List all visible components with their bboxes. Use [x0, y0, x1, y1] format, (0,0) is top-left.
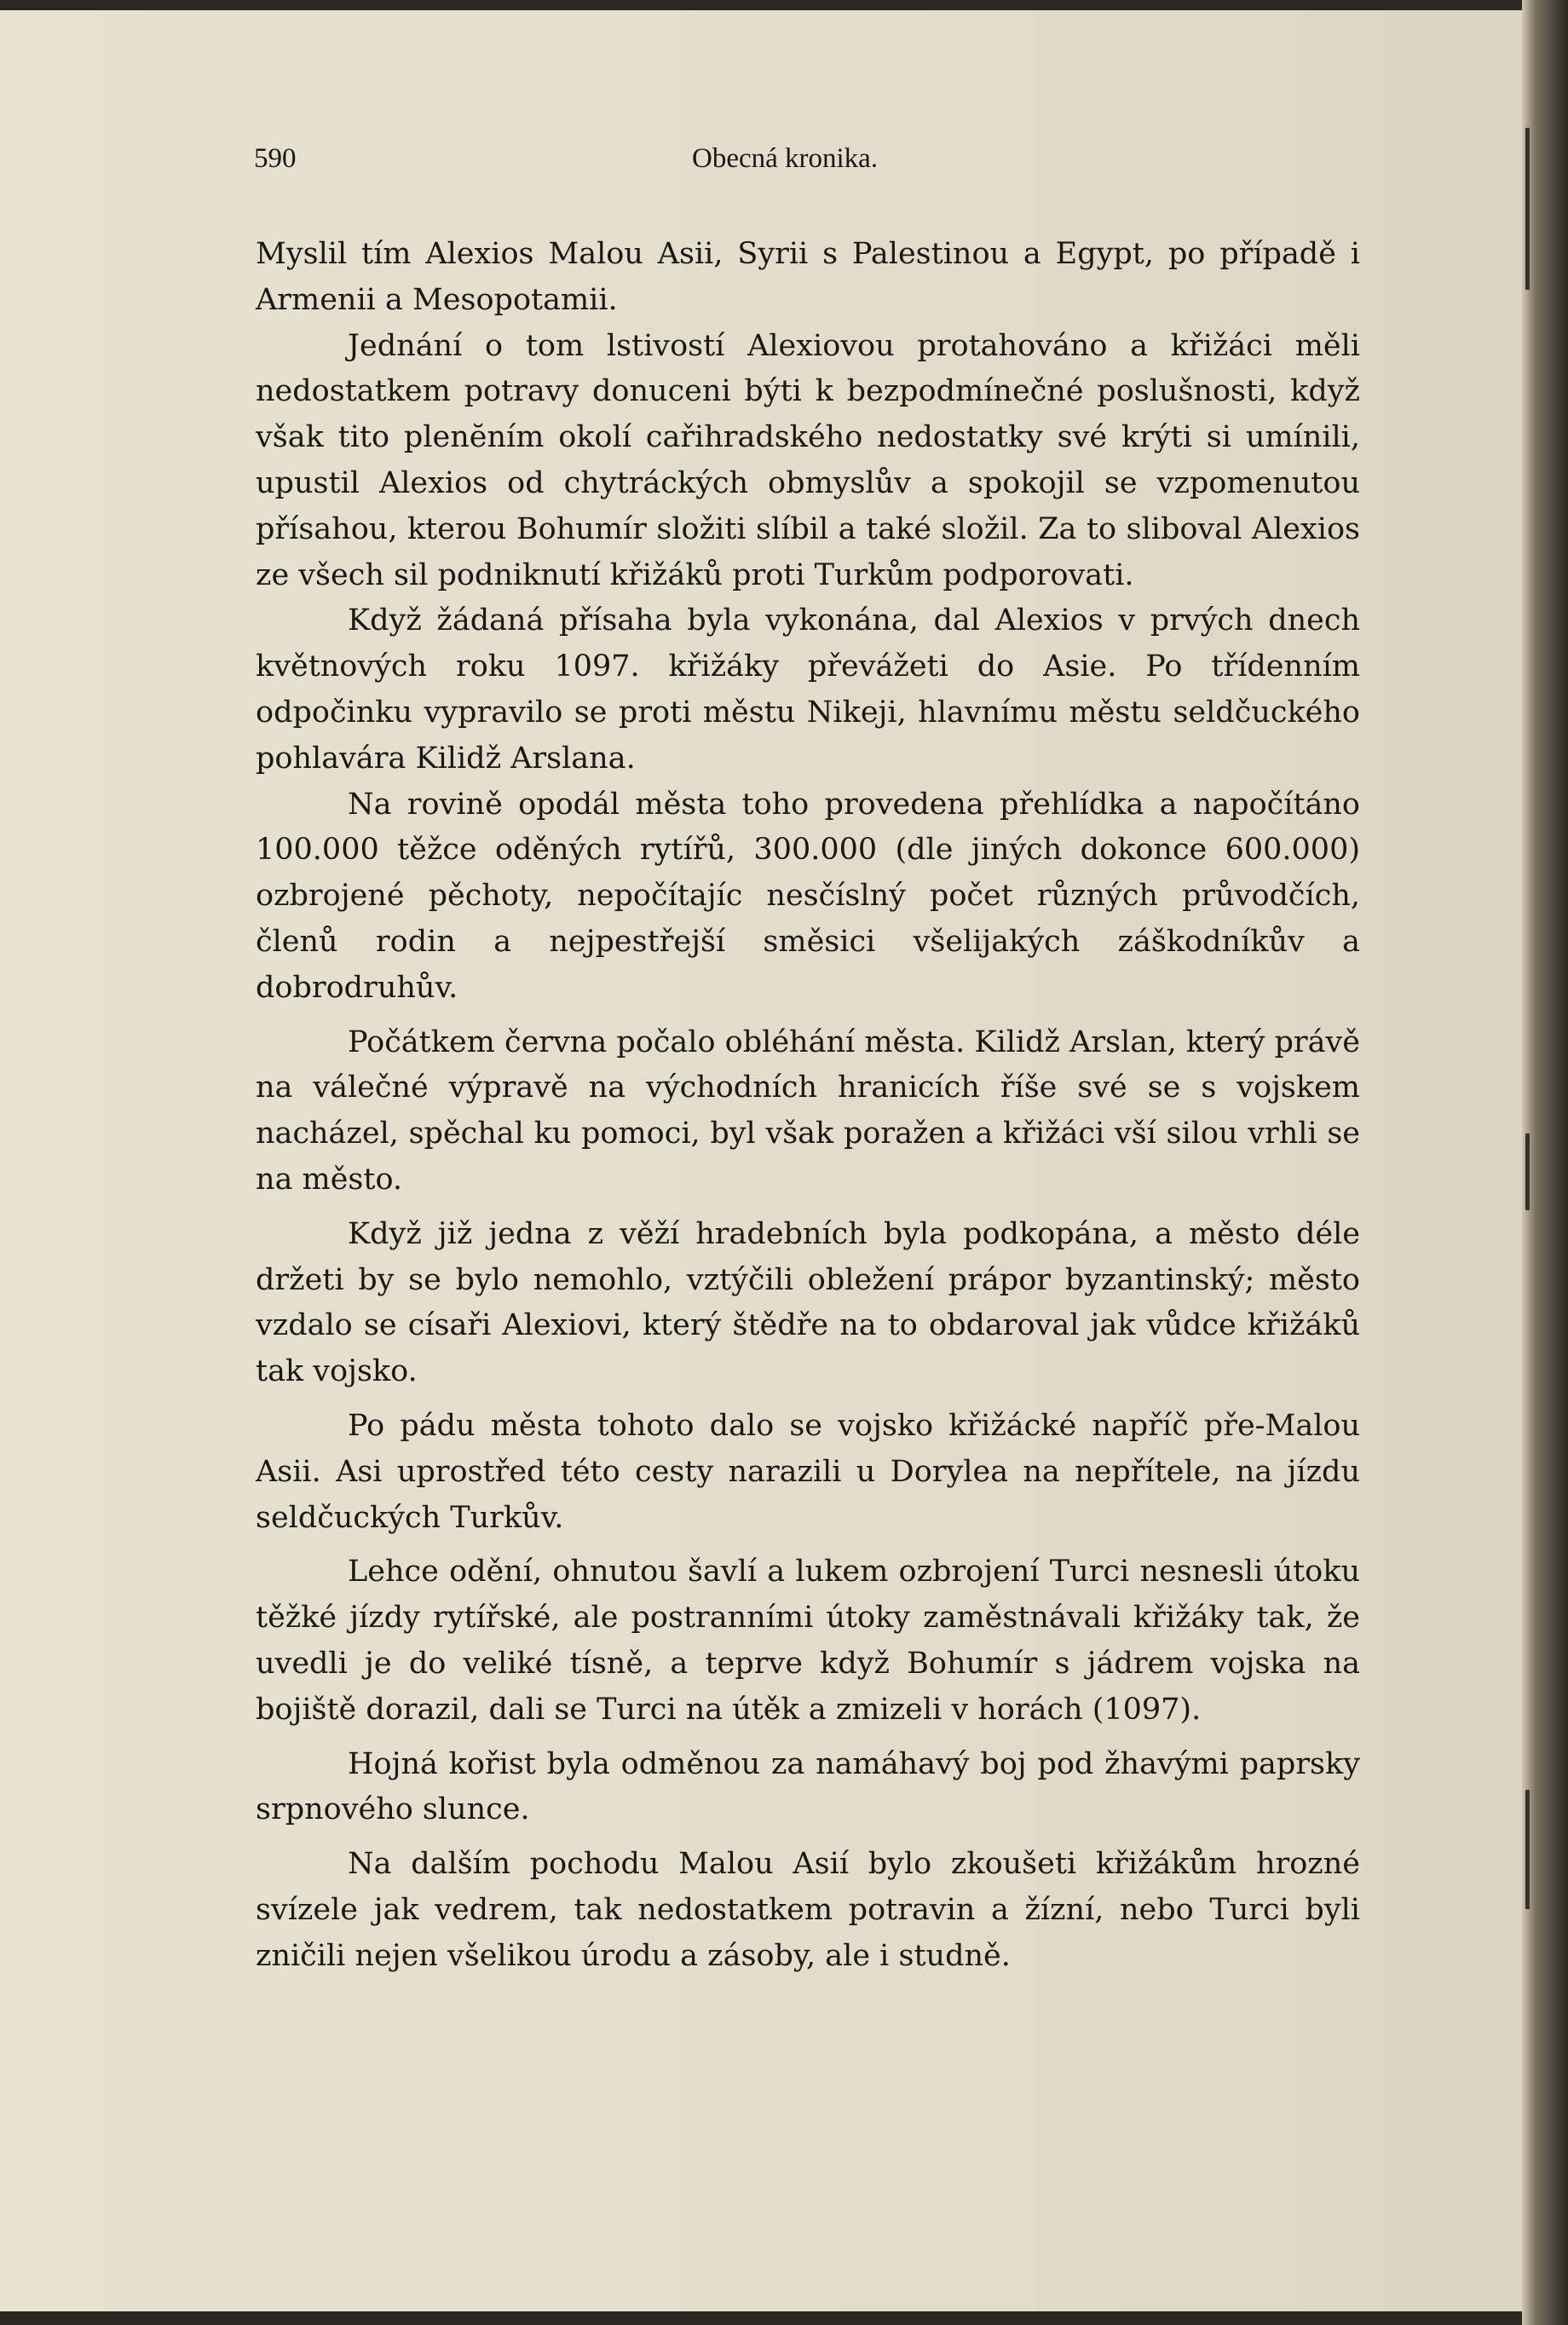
- paragraph: Myslil tím Alexios Malou Asii, Syrii s Palestinou a Egypt, po případě i Armenii a Mesopotamii.: [256, 237, 1360, 317]
- paragraph: Počátkem června počalo obléhání města. Kilidž Arslan, který právě na válečné výpravě na východních hranicích říše své se s vojskem nacházel, spěchal ku pomoci, byl však poražen a křižáci vší silou vrhli se na město.: [256, 1024, 1360, 1197]
- paragraph: Lehce odění, ohnutou šavlí a lukem ozbrojení Turci nesnesli útoku těžké jízdy rytířské, ale postranními útoky zaměstnávali křižáky tak, že uvedli je do veliké tísně, a teprve když Bohumír s jádrem vojska na bojiště dorazil, dali se Turci na útěk a zmizeli v horách (1097).: [256, 1555, 1360, 1727]
- page-number: 590: [254, 143, 297, 174]
- running-head: [254, 143, 1362, 184]
- gutter-mark: [1525, 1790, 1530, 1909]
- paragraph: Hojná kořist byla odměnou za namáhavý boj pod žhavými paprsky srpnového slunce.: [256, 1746, 1360, 1827]
- paragraph: Na dalším pochodu Malou Asií bylo zkoušeti křižákům hrozné svízele jak vedrem, tak nedostatkem potravin a žízní, nebo Turci byli zničili nejen všelikou úrodu a zásoby, ale i studně.: [256, 1847, 1360, 1973]
- paragraph: Když žádaná přísaha byla vykonána, dal Alexios v prvých dnech květnových roku 1097. křižáky převážeti do Asie. Po třídenním odpočinku vypravilo se proti městu Nikeji, hlavnímu městu seldčuckého pohlavára Kilidž Arslana.: [256, 603, 1360, 776]
- paragraph: Když již jedna z věží hradebních byla podkopána, a město déle držeti by se bylo nemohlo, vztýčili obležení prápor byzantinský; město vzdalo se císaři Alexiovi, který štědře na to obdaroval jak vůdce křižáků tak vojsko.: [256, 1216, 1360, 1389]
- paragraph: Na rovině opodál města toho provedena přehlídka a napočítáno 100.000 těžce oděných rytířů, 300.000 (dle jiných dokonce 600.000) ozbrojené pěchoty, nepočítajíc nesčíslný počet různých průvodčích, členů rodin a nejpestřejší směsici všelijakých záškodníkův a dobrodruhův.: [256, 787, 1360, 1005]
- paragraph: Po pádu města tohoto dalo se vojsko křižácké napříč pře-Malou Asii. Asi uprostřed této cesty narazili u Dorylea na nepřítele, na jízdu seldčuckých Turkův.: [256, 1408, 1360, 1535]
- body-text: [256, 232, 1360, 1979]
- gutter-mark: [1525, 1134, 1530, 1210]
- running-title: Obecná kronika.: [692, 143, 879, 174]
- gutter-mark: [1525, 128, 1530, 290]
- paragraph: Jednání o tom lstivostí Alexiovou protahováno a křižáci měli nedostatkem potravy donuceni býti k bezpodmínečné poslušnosti, když však tito plenĕním okolí cařihradského nedostatky své krýti si umínili, upustil Alexios od chytráckých obmyslův a spokojil se vzpomenutou přísahou, kterou Bohumír složiti slíbil a také složil. Za to sliboval Alexios ze všech sil podniknutí křižáků proti Turkům podporovati.: [256, 328, 1360, 592]
